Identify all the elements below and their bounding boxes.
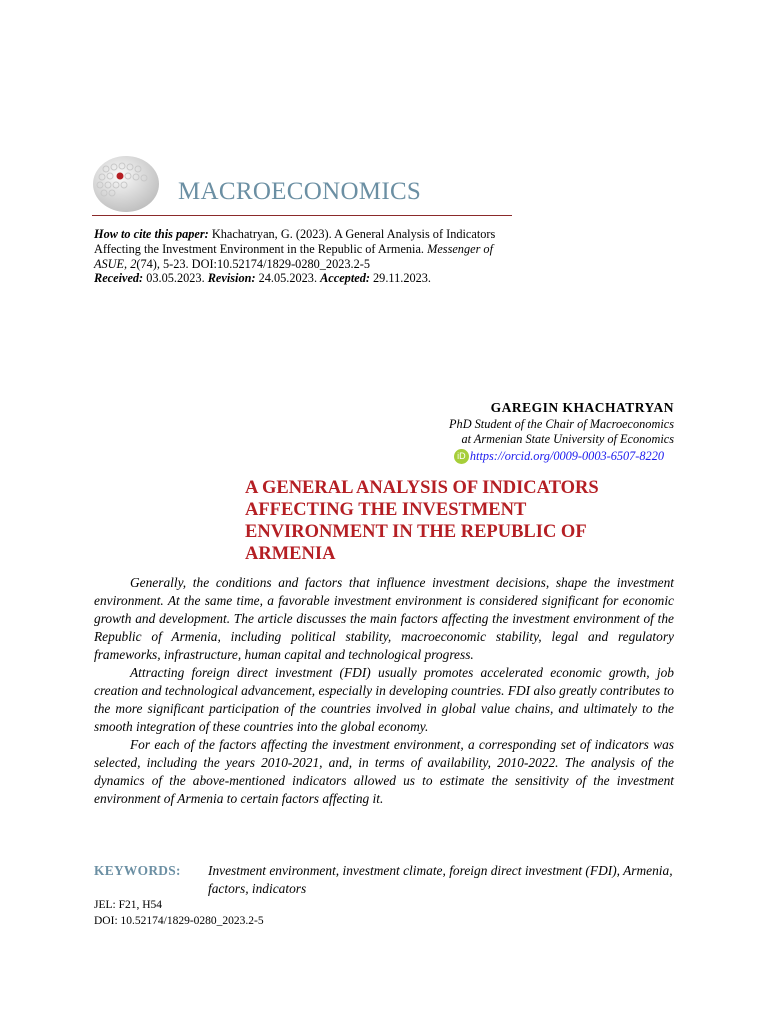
abstract-paragraph: Generally, the conditions and factors that influence investment decisions, shape the investment environment. At the same time, a favorable investment environment is considered significant for economic growth and development. The article discusses the main factors affecting the investment environment of the Republic of Armenia, including political stability, macroeconomic stability, legal and regulatory frameworks, infrastructure, human capital and technological progress. bbox=[94, 575, 674, 662]
classification-block bbox=[94, 897, 264, 929]
abstract bbox=[94, 574, 674, 808]
author-block bbox=[449, 400, 674, 464]
accepted-date: 29.11.2023. bbox=[369, 271, 431, 286]
keywords bbox=[94, 862, 704, 898]
journal-section-title: MACROECONOMICS bbox=[178, 178, 422, 205]
revision-date: 24.05.2023. bbox=[255, 271, 321, 286]
jel-value: : F21, H54 bbox=[112, 899, 163, 911]
doi-value: : 10.52174/1829-0280_2023.2-5 bbox=[114, 915, 264, 927]
revision-label: Revision: bbox=[207, 271, 256, 286]
orcid-link[interactable] bbox=[454, 449, 664, 464]
accepted-label: Accepted: bbox=[320, 271, 370, 286]
header-divider bbox=[92, 215, 512, 216]
orcid-icon: iD bbox=[454, 449, 469, 464]
author-affiliation-2: at Armenian State University of Economics bbox=[461, 432, 674, 446]
cite-doi: (74), 5-23. DOI:10.52174/1829-0280_2023.2-5 bbox=[136, 256, 370, 271]
author-affiliation: PhD Student of the Chair of Macroeconomics bbox=[449, 417, 674, 431]
abstract-paragraph: Attracting foreign direct investment (FDI) usually promotes accelerated economic growth, job creation and technological advancement, especially in developing countries. FDI also greatly contributes to the more significant participation of the countries involved in global value chains, and ultimately to the smooth integration of these countries into the global economy. bbox=[94, 665, 674, 734]
keywords-label: KEYWORDS: bbox=[94, 863, 181, 878]
keywords-value: Investment environment, investment climate, foreign direct investment (FDI), Armenia, factors, indicators bbox=[208, 863, 673, 896]
cite-label: How to cite this paper: bbox=[94, 227, 209, 241]
jel-label: JEL bbox=[94, 899, 113, 911]
doi-label: DOI bbox=[94, 915, 115, 927]
journal-logo-globe-icon bbox=[92, 155, 160, 213]
abstract-paragraph: For each of the factors affecting the investment environment, a corresponding set of indicators was selected, including the years 2010-2021, and, in terms of availability, 2010-2022. The analysis of the dynamics of the above-mentioned indicators allowed us to estimate the sensitivity of the investment environment of Armenia to certain factors affecting it. bbox=[94, 737, 674, 806]
paper-title: A GENERAL ANALYSIS OF INDICATORS AFFECTING THE INVESTMENT ENVIRONMENT IN THE REPUBLIC OF ARMENIA bbox=[245, 478, 599, 564]
author-name: GAREGIN KHACHATRYAN bbox=[490, 400, 674, 415]
cite-journal: Messenger of ASUE, 2 bbox=[94, 241, 493, 271]
citation-block bbox=[94, 227, 514, 286]
received-date: 03.05.2023. bbox=[143, 271, 208, 286]
received-label: Received: bbox=[94, 271, 144, 286]
orcid-url: https://orcid.org/0009-0003-6507-8220 bbox=[469, 449, 664, 463]
cite-text: Khachatryan, G. (2023). A General Analysis of Indicators Affecting the Investment Environment in the Republic of Armenia. bbox=[94, 227, 496, 256]
